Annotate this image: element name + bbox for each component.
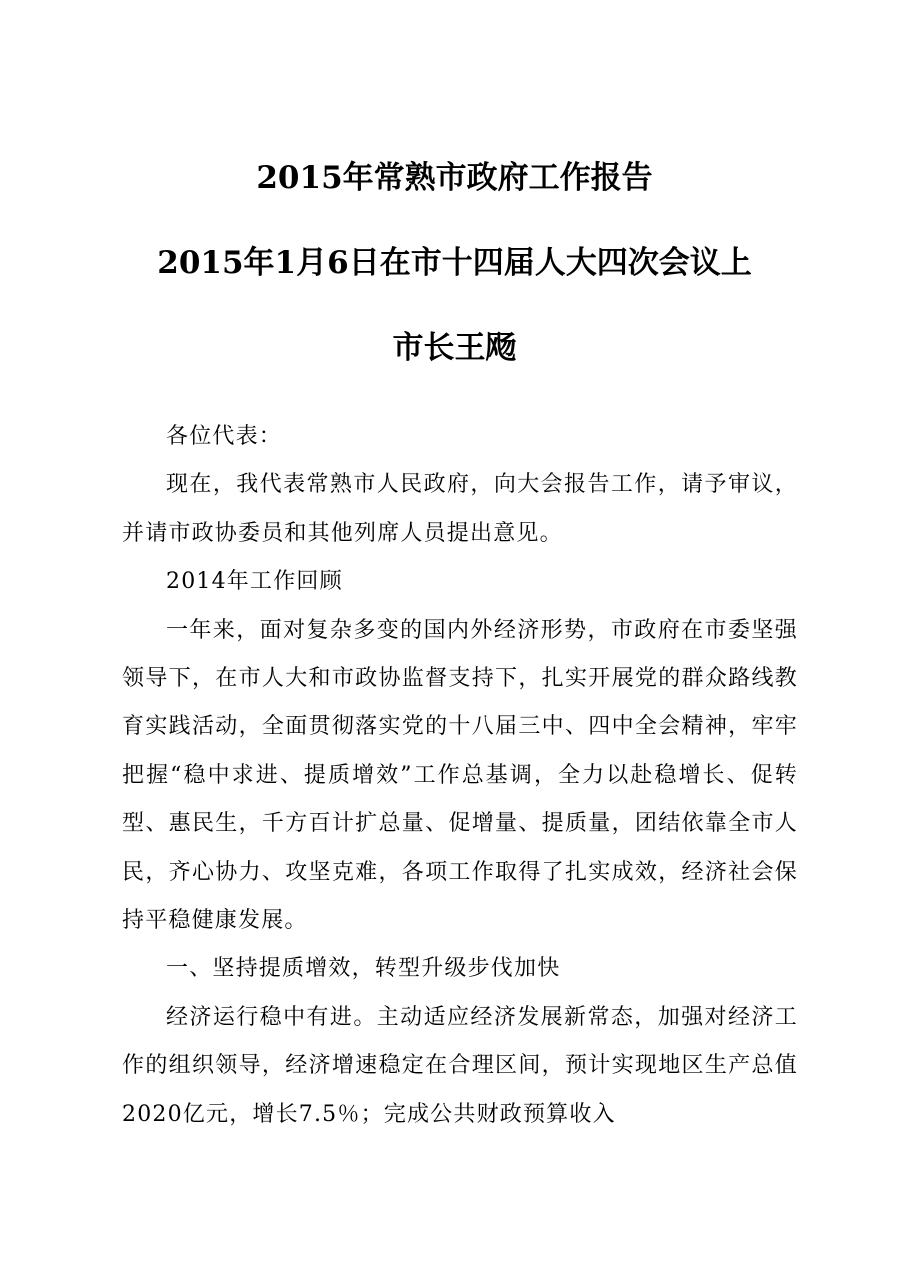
section-heading-review: 2014年工作回顾: [166, 569, 343, 595]
opening-paragraph: 现在，我代表常熟市人民政府，向大会报告工作，请予审议，并请市政协委员和其他列席人员提出意见。: [122, 472, 798, 546]
document-subtitle: 2015年1月6日在市十四届人大四次会议上: [157, 245, 752, 281]
report-body: [122, 413, 798, 1139]
salutation: 各位代表：: [166, 424, 283, 449]
review-paragraph: 一年来，面对复杂多变的国内外经济形势，市政府在市委坚强领导下，在市人大和市政协监督支持下，扎实开展党的群众路线教育实践活动，全面贯彻落实党的十八届三中、四中全会精神，牢牢把握“稳中求进、提质增效”工作总基调，全力以赴稳增长、促转型、惠民生，千方百计扩总量、促增量、提质量，团结依靠全市人民，齐心协力、攻坚克难，各项工作取得了扎实成效，经济社会保持平稳健康发展。: [122, 617, 798, 934]
speaker-line: 市长王飏: [392, 330, 517, 366]
section-heading-one: 一、坚持提质增效，转型升级步伐加快: [166, 956, 561, 982]
economy-paragraph: 经济运行稳中有进。主动适应经济发展新常态，加强对经济工作的组织领导，经济增速稳定在合理区间，预计实现地区生产总值2020亿元，增长7.5％；完成公共财政预算收入: [122, 1004, 798, 1127]
document-title: 2015年常熟市政府工作报告: [256, 160, 653, 196]
